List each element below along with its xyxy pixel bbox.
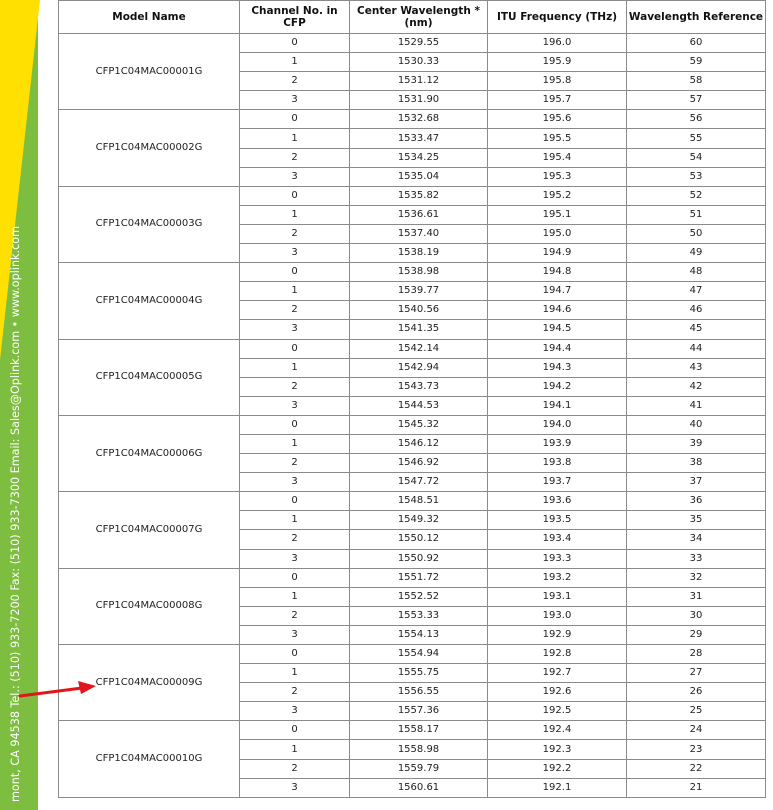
reference-cell: 56	[627, 110, 766, 129]
channel-cell: 3	[240, 396, 350, 415]
channel-cell: 1	[240, 282, 350, 301]
channel-cell: 1	[240, 511, 350, 530]
channel-cell: 1	[240, 205, 350, 224]
reference-cell: 23	[627, 740, 766, 759]
table-row	[59, 263, 766, 282]
reference-cell: 51	[627, 205, 766, 224]
frequency-cell: 192.2	[488, 759, 627, 778]
channel-cell: 1	[240, 587, 350, 606]
reference-cell: 27	[627, 664, 766, 683]
frequency-cell: 194.7	[488, 282, 627, 301]
table-row	[59, 186, 766, 205]
wavelength-cell: 1544.53	[350, 396, 488, 415]
frequency-cell: 194.5	[488, 320, 627, 339]
reference-cell: 48	[627, 263, 766, 282]
model-name-cell: CFP1C04MAC00007G	[59, 492, 240, 568]
channel-cell: 1	[240, 434, 350, 453]
wavelength-cell: 1546.92	[350, 454, 488, 473]
frequency-cell: 194.1	[488, 396, 627, 415]
channel-cell: 0	[240, 263, 350, 282]
table-row	[59, 415, 766, 434]
contact-info-text: mont, CA 94538 Tel.: (510) 933-7200 Fax: (510) 933-7300 Email: Sales@Oplink.com • www.oplink.com	[9, 226, 22, 802]
wavelength-cell: 1531.90	[350, 91, 488, 110]
frequency-cell: 193.5	[488, 511, 627, 530]
frequency-cell: 195.4	[488, 148, 627, 167]
wavelength-cell: 1543.73	[350, 377, 488, 396]
reference-cell: 25	[627, 702, 766, 721]
reference-cell: 41	[627, 396, 766, 415]
channel-cell: 1	[240, 664, 350, 683]
table-row	[59, 34, 766, 53]
wavelength-cell: 1538.98	[350, 263, 488, 282]
reference-cell: 40	[627, 415, 766, 434]
header-model-name: Model Name	[59, 1, 240, 34]
frequency-cell: 196.0	[488, 34, 627, 53]
frequency-cell: 192.3	[488, 740, 627, 759]
model-name-cell: CFP1C04MAC00001G	[59, 34, 240, 110]
frequency-cell: 194.3	[488, 358, 627, 377]
frequency-cell: 195.7	[488, 91, 627, 110]
frequency-cell: 193.0	[488, 606, 627, 625]
frequency-cell: 192.1	[488, 778, 627, 797]
reference-cell: 33	[627, 549, 766, 568]
reference-cell: 52	[627, 186, 766, 205]
wavelength-cell: 1551.72	[350, 568, 488, 587]
reference-cell: 44	[627, 339, 766, 358]
channel-cell: 0	[240, 721, 350, 740]
frequency-cell: 194.4	[488, 339, 627, 358]
wavelength-cell: 1537.40	[350, 224, 488, 243]
frequency-cell: 192.7	[488, 664, 627, 683]
channel-cell: 3	[240, 91, 350, 110]
reference-cell: 35	[627, 511, 766, 530]
reference-cell: 42	[627, 377, 766, 396]
frequency-cell: 193.8	[488, 454, 627, 473]
wavelength-cell: 1553.33	[350, 606, 488, 625]
header-itu-frequency: ITU Frequency (THz)	[488, 1, 627, 34]
channel-cell: 3	[240, 244, 350, 263]
wavelength-cell: 1556.55	[350, 683, 488, 702]
reference-cell: 28	[627, 645, 766, 664]
frequency-cell: 193.7	[488, 473, 627, 492]
channel-cell: 0	[240, 110, 350, 129]
reference-cell: 31	[627, 587, 766, 606]
wavelength-cell: 1541.35	[350, 320, 488, 339]
channel-cell: 0	[240, 645, 350, 664]
reference-cell: 29	[627, 625, 766, 644]
wavelength-cell: 1531.12	[350, 72, 488, 91]
frequency-cell: 195.2	[488, 186, 627, 205]
wavelength-cell: 1546.12	[350, 434, 488, 453]
model-name-cell: CFP1C04MAC00008G	[59, 568, 240, 644]
reference-cell: 60	[627, 34, 766, 53]
reference-cell: 36	[627, 492, 766, 511]
frequency-cell: 192.5	[488, 702, 627, 721]
channel-cell: 2	[240, 224, 350, 243]
header-center-wavelength: Center Wavelength * (nm)	[350, 1, 488, 34]
wavelength-cell: 1557.36	[350, 702, 488, 721]
channel-cell: 1	[240, 740, 350, 759]
table-row	[59, 568, 766, 587]
wavelength-cell: 1534.25	[350, 148, 488, 167]
frequency-cell: 195.8	[488, 72, 627, 91]
channel-cell: 0	[240, 34, 350, 53]
frequency-cell: 195.5	[488, 129, 627, 148]
channel-cell: 1	[240, 129, 350, 148]
wavelength-cell: 1554.94	[350, 645, 488, 664]
frequency-cell: 195.1	[488, 205, 627, 224]
reference-cell: 24	[627, 721, 766, 740]
channel-cell: 2	[240, 759, 350, 778]
frequency-cell: 193.9	[488, 434, 627, 453]
model-name-cell: CFP1C04MAC00010G	[59, 721, 240, 797]
table-row	[59, 339, 766, 358]
wavelength-cell: 1559.79	[350, 759, 488, 778]
channel-cell: 2	[240, 683, 350, 702]
channel-cell: 2	[240, 148, 350, 167]
reference-cell: 45	[627, 320, 766, 339]
wavelength-cell: 1542.94	[350, 358, 488, 377]
reference-cell: 50	[627, 224, 766, 243]
channel-cell: 3	[240, 320, 350, 339]
wavelength-cell: 1558.17	[350, 721, 488, 740]
table-row	[59, 721, 766, 740]
table-row	[59, 492, 766, 511]
frequency-cell: 195.9	[488, 53, 627, 72]
frequency-cell: 192.6	[488, 683, 627, 702]
wavelength-cell: 1548.51	[350, 492, 488, 511]
wavelength-cell: 1540.56	[350, 301, 488, 320]
channel-cell: 3	[240, 549, 350, 568]
frequency-cell: 193.6	[488, 492, 627, 511]
frequency-cell: 194.9	[488, 244, 627, 263]
wavelength-cell: 1554.13	[350, 625, 488, 644]
channel-cell: 2	[240, 301, 350, 320]
table-row	[59, 645, 766, 664]
reference-cell: 46	[627, 301, 766, 320]
channel-cell: 2	[240, 377, 350, 396]
channel-cell: 3	[240, 167, 350, 186]
reference-cell: 59	[627, 53, 766, 72]
header-wavelength-reference: Wavelength Reference	[627, 1, 766, 34]
wavelength-cell: 1539.77	[350, 282, 488, 301]
reference-cell: 49	[627, 244, 766, 263]
channel-cell: 1	[240, 358, 350, 377]
frequency-cell: 192.9	[488, 625, 627, 644]
wavelength-cell: 1532.68	[350, 110, 488, 129]
channel-cell: 2	[240, 606, 350, 625]
channel-cell: 0	[240, 492, 350, 511]
channel-cell: 2	[240, 530, 350, 549]
wavelength-cell: 1530.33	[350, 53, 488, 72]
channel-cell: 3	[240, 473, 350, 492]
table-row	[59, 110, 766, 129]
wavelength-cell: 1549.32	[350, 511, 488, 530]
wavelength-cell: 1547.72	[350, 473, 488, 492]
model-name-cell: CFP1C04MAC00006G	[59, 415, 240, 491]
channel-cell: 3	[240, 625, 350, 644]
reference-cell: 22	[627, 759, 766, 778]
wavelength-cell: 1536.61	[350, 205, 488, 224]
channel-cell: 3	[240, 778, 350, 797]
wavelength-cell: 1535.82	[350, 186, 488, 205]
wavelength-cell: 1558.98	[350, 740, 488, 759]
frequency-cell: 194.6	[488, 301, 627, 320]
channel-cell: 3	[240, 702, 350, 721]
frequency-cell: 195.3	[488, 167, 627, 186]
model-name-cell: CFP1C04MAC00003G	[59, 186, 240, 262]
frequency-cell: 195.0	[488, 224, 627, 243]
model-name-cell: CFP1C04MAC00002G	[59, 110, 240, 186]
wavelength-cell: 1550.92	[350, 549, 488, 568]
reference-cell: 47	[627, 282, 766, 301]
reference-cell: 54	[627, 148, 766, 167]
wavelength-cell: 1552.52	[350, 587, 488, 606]
frequency-cell: 194.8	[488, 263, 627, 282]
model-name-cell: CFP1C04MAC00009G	[59, 645, 240, 721]
wavelength-cell: 1535.04	[350, 167, 488, 186]
reference-cell: 39	[627, 434, 766, 453]
wavelength-cell: 1560.61	[350, 778, 488, 797]
channel-cell: 2	[240, 454, 350, 473]
channel-cell: 0	[240, 568, 350, 587]
frequency-cell: 194.2	[488, 377, 627, 396]
table-body	[59, 34, 766, 798]
wavelength-spec-table	[58, 0, 766, 798]
model-name-cell: CFP1C04MAC00005G	[59, 339, 240, 415]
frequency-cell: 192.8	[488, 645, 627, 664]
frequency-cell: 192.4	[488, 721, 627, 740]
reference-cell: 53	[627, 167, 766, 186]
wavelength-cell: 1550.12	[350, 530, 488, 549]
red-arrow-icon	[18, 680, 98, 700]
wavelength-cell: 1555.75	[350, 664, 488, 683]
frequency-cell: 193.1	[488, 587, 627, 606]
reference-cell: 32	[627, 568, 766, 587]
wavelength-cell: 1545.32	[350, 415, 488, 434]
model-name-cell: CFP1C04MAC00004G	[59, 263, 240, 339]
reference-cell: 58	[627, 72, 766, 91]
reference-cell: 43	[627, 358, 766, 377]
wavelength-cell: 1538.19	[350, 244, 488, 263]
table-header-row	[59, 1, 766, 34]
reference-cell: 30	[627, 606, 766, 625]
reference-cell: 55	[627, 129, 766, 148]
reference-cell: 34	[627, 530, 766, 549]
channel-cell: 0	[240, 339, 350, 358]
header-channel: Channel No. in CFP	[240, 1, 350, 34]
reference-cell: 26	[627, 683, 766, 702]
frequency-cell: 195.6	[488, 110, 627, 129]
channel-cell: 1	[240, 53, 350, 72]
reference-cell: 38	[627, 454, 766, 473]
frequency-cell: 194.0	[488, 415, 627, 434]
frequency-cell: 193.2	[488, 568, 627, 587]
channel-cell: 0	[240, 415, 350, 434]
reference-cell: 21	[627, 778, 766, 797]
wavelength-cell: 1533.47	[350, 129, 488, 148]
reference-cell: 37	[627, 473, 766, 492]
frequency-cell: 193.4	[488, 530, 627, 549]
frequency-cell: 193.3	[488, 549, 627, 568]
channel-cell: 2	[240, 72, 350, 91]
wavelength-cell: 1529.55	[350, 34, 488, 53]
reference-cell: 57	[627, 91, 766, 110]
channel-cell: 0	[240, 186, 350, 205]
wavelength-cell: 1542.14	[350, 339, 488, 358]
